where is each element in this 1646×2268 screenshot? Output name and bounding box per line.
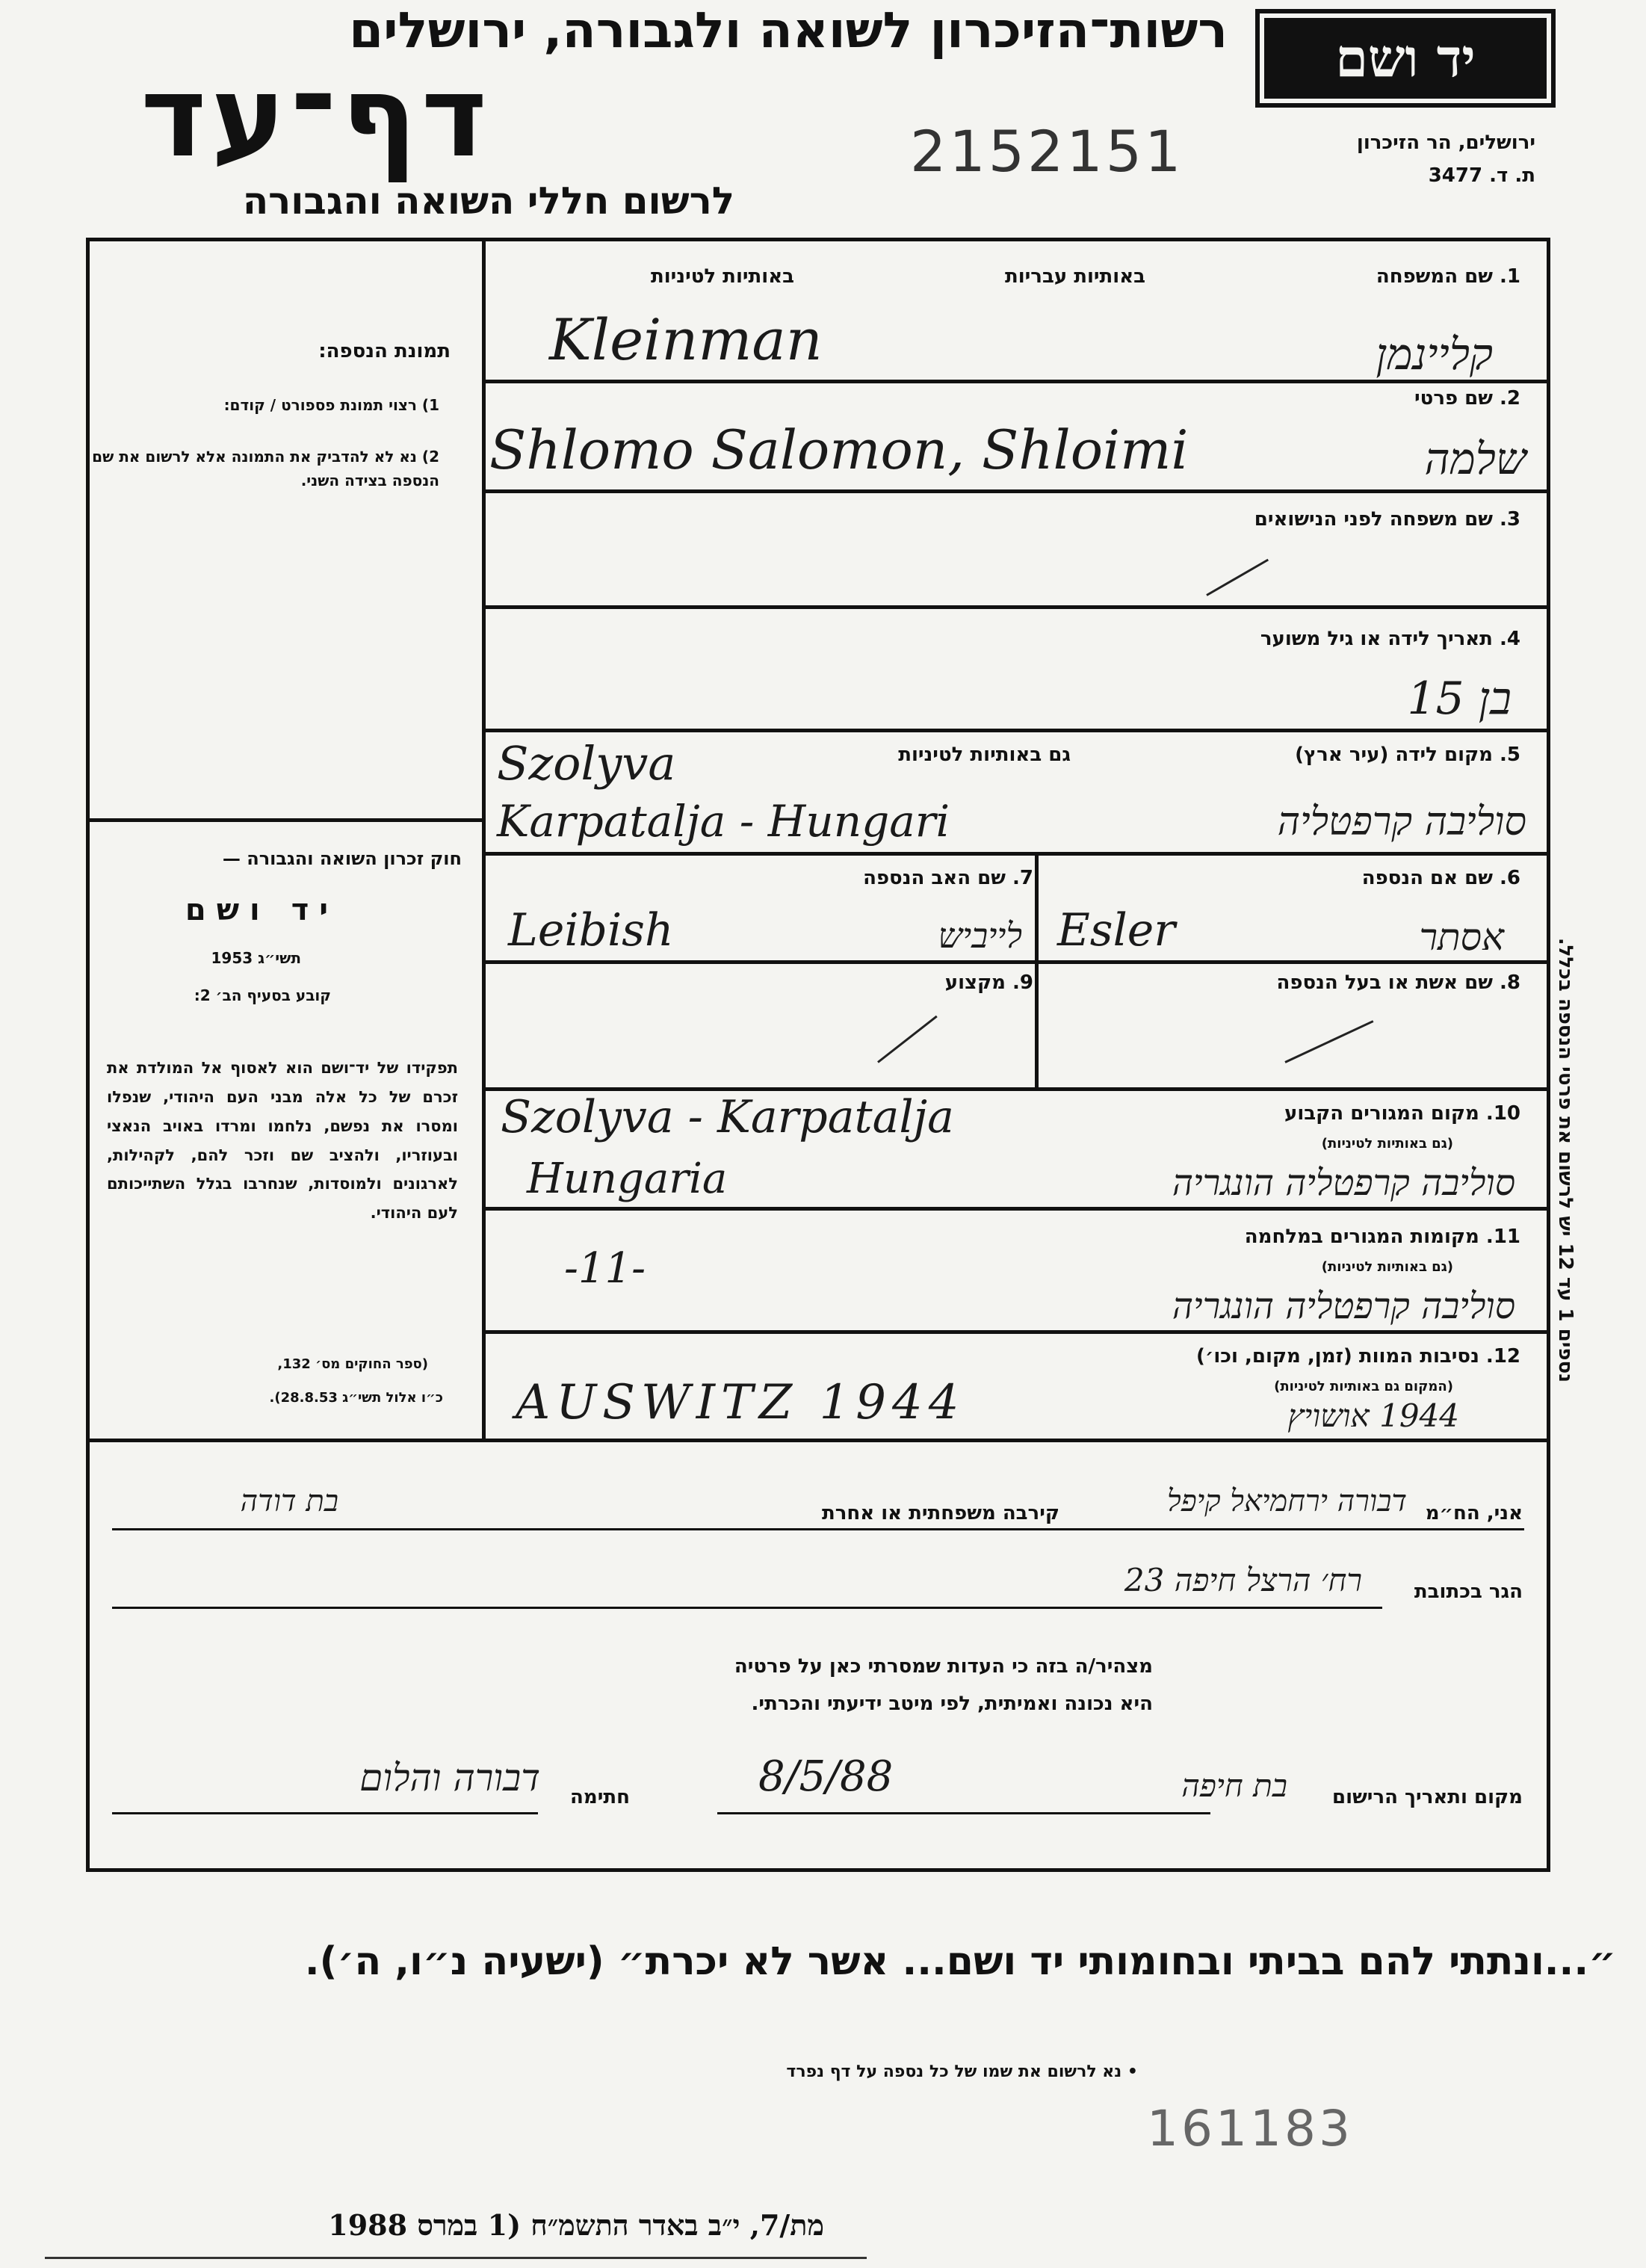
field-4-label: 4. תאריך לידה או גיל משוער <box>1260 628 1520 650</box>
law-panel-name: יד ושם <box>185 893 338 927</box>
declaration-statement-1: מצהיר/ה בזה כי העדות שמסרתי כאן על פרטיה <box>734 1655 1153 1678</box>
law-panel-title: חוק זכרון השואה והגבורה — <box>222 848 462 869</box>
archive-stamp-number: 161183 <box>1147 2100 1353 2157</box>
mother-name-hebrew[interactable]: אסתר <box>1419 915 1504 959</box>
registration-date[interactable]: 8/5/88 <box>758 1752 894 1801</box>
field-8-label: 8. שם אשת או בעל הנספה <box>1276 971 1520 994</box>
father-name-hebrew[interactable]: לייביש <box>938 915 1022 956</box>
form-title: דף־עד <box>140 52 492 182</box>
law-panel-quote-ref: קובע בסעיף הב׳ 2: <box>194 986 331 1004</box>
field-6-label: 6. שם אם הנספה <box>1361 867 1520 889</box>
place-date-label: מקום ותאריך הרישום <box>1332 1786 1523 1808</box>
place-date-underline <box>717 1812 1210 1814</box>
registration-place[interactable]: בת חיפה <box>1181 1767 1287 1804</box>
photo-panel-title: תמונת הנספה: <box>318 340 451 362</box>
birthplace-latin-region[interactable]: Karpatalja - Hungari <box>497 796 950 847</box>
first-name-latin[interactable]: Shlomo Salomon, Shloimi <box>489 418 1189 481</box>
declarant-underline <box>112 1528 1524 1530</box>
footer-verse: ״...ונתתי להם בביתי ובחומותי יד ושם... אשר לא יכרת״ (ישעיה נ״ו, ה׳). <box>304 1939 1616 1984</box>
birth-date-or-age[interactable]: בן 15 <box>1407 673 1512 725</box>
maiden-name-blank-mark <box>1206 559 1269 596</box>
profession-blank-mark <box>877 1016 938 1063</box>
field-5-latin-note: גם באותיות לטיניות <box>898 744 1071 766</box>
field-10-label: 10. מקום המגורים הקבוע <box>1284 1102 1520 1125</box>
death-circumstances-hebrew[interactable]: 1944 אושויץ <box>1287 1397 1459 1434</box>
field-2-label: 2. שם פרטי <box>1414 387 1520 410</box>
field-5-label: 5. מקום לידה (עיר ארץ) <box>1295 744 1520 766</box>
address-line-1: ירושלים, הר הזיכרון <box>1356 132 1535 154</box>
wartime-residence-hebrew[interactable]: סוליבה קרפטליה הונגריה <box>1172 1285 1515 1327</box>
birthplace-hebrew[interactable]: סוליבה קרפטליה <box>1277 800 1526 844</box>
family-name-latin[interactable]: Kleinman <box>549 306 823 373</box>
wartime-residence-latin[interactable]: -11- <box>564 1244 646 1293</box>
declarant-address[interactable]: רח׳ הרצל חיפה 23 <box>1124 1562 1362 1598</box>
field-12-note: (המקום גם באותיות לטיניות) <box>1274 1379 1453 1394</box>
death-circumstances-latin[interactable]: AUSWITZ 1944 <box>516 1375 965 1430</box>
address-underline <box>112 1607 1382 1609</box>
mother-name-latin[interactable]: Esler <box>1057 904 1175 957</box>
spouse-name-blank-mark <box>1284 1020 1373 1063</box>
address-line-2: ת. ד. 3477 <box>1428 164 1535 187</box>
signature-underline <box>112 1812 538 1814</box>
form-subtitle: לרשום חללי השואה והגבורה <box>242 179 734 223</box>
birthplace-latin-city[interactable]: Szolyva <box>497 736 676 791</box>
family-name-hebrew[interactable]: קליינמן <box>1376 329 1493 380</box>
law-panel-text: תפקידו של יד־ושם הוא לאסוף אל המולדת את זכרם של כל אלה מבני העם היהודי, שנפלו ומסרו את נפשם, נלחמו ומרדו באויב הנאצי ובעוזריו, ולהציב שם וזכר להם, לקהילות, לארגונים ולמוסדות, שנחרבו בגלל השתייכותם לעם היהודי. <box>107 1059 458 1223</box>
law-panel-year: תשי״ג 1953 <box>211 949 301 967</box>
field-7-label: 7. שם האב הנספה <box>863 867 1033 889</box>
authority-title: רשות־הזיכרון לשואה ולגבורה, ירושלים <box>349 1 1228 59</box>
field-1-hebrew-column-label: באותיות עבריות <box>1004 265 1145 288</box>
law-panel-source-1: (ספר החוקים מס׳ 132, <box>277 1356 428 1372</box>
photo-panel-item-1: 1) רצוי תמונת פספורט / קודם: <box>223 396 439 414</box>
field-9-label: 9. מקצוע <box>944 971 1033 994</box>
field-3-label: 3. שם משפחה לפני הנישואים <box>1254 508 1520 531</box>
field-10-note: (גם באותיות לטיניות) <box>1321 1136 1453 1152</box>
father-name-latin[interactable]: Leibish <box>508 904 674 957</box>
form-print-line: מת/7, י״ב באדר התשמ״ח (1 במרס 1988 <box>328 2208 824 2242</box>
field-1-latin-column-label: באותיות לטיניות <box>650 265 794 288</box>
declarant-name[interactable]: דבורה ירחמיאל קיפל <box>1167 1484 1407 1518</box>
first-name-hebrew[interactable]: שלמה <box>1424 433 1526 484</box>
field-1-label: 1. שם המשפחה <box>1376 265 1520 288</box>
permanent-residence-latin-country[interactable]: Hungaria <box>527 1155 728 1203</box>
permanent-residence-latin-city[interactable]: Szolyva - Karpatalja <box>501 1091 954 1143</box>
field-12-label: 12. נסיבות המוות (זמן, מקום, וכו׳) <box>1195 1345 1520 1368</box>
signature-label: חתימה <box>570 1786 630 1808</box>
address-label: הגר בכתובת <box>1414 1581 1523 1603</box>
yad-vashem-logo: יד ושם <box>1255 9 1556 108</box>
field-11-label: 11. מקומות המגורים במלחמה <box>1244 1226 1520 1248</box>
relation-label: קירבה משפחתית או אחרת <box>821 1502 1059 1524</box>
side-note: נספים 1 עד 12 יש לרשום את פרטי הנספה בכלל. <box>1554 937 1577 1382</box>
permanent-residence-hebrew[interactable]: סוליבה קרפטליה הונגריה <box>1172 1162 1515 1204</box>
photo-panel-item-2: 2) נא לא להדביק את התמונה אלא לרשום את שם הנספה בצידה השני. <box>92 448 439 489</box>
field-11-note: (גם באותיות לטיניות) <box>1321 1259 1453 1275</box>
signature[interactable]: דבורה והלום <box>359 1756 540 1799</box>
law-panel-source-2: כ״ו אלול תשי״ג 28.8.53). <box>269 1390 443 1406</box>
relation-value[interactable]: בת דודה <box>240 1484 338 1518</box>
footer-note: • נא לרשום את שמו של כל נספה על דף נפרד <box>786 2062 1138 2081</box>
document-number: 2152151 <box>910 118 1184 185</box>
declaration-statement-2: היא נכונה ואמיתית, לפי מיטב ידיעתי והכרתי. <box>751 1693 1153 1715</box>
declarant-label: אני, הח״מ <box>1425 1502 1523 1524</box>
